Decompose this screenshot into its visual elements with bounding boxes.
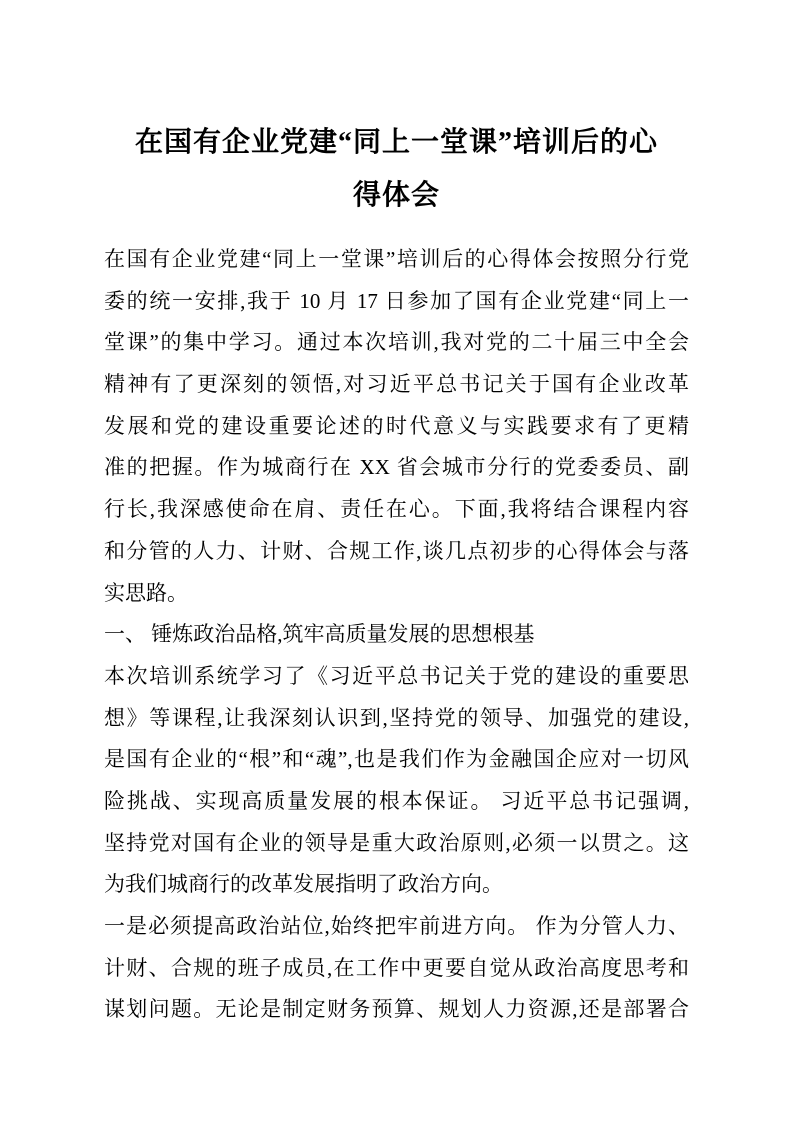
body-text-line: 计财、合规的班子成员,在工作中更要自觉从政治高度思考和 (104, 955, 689, 980)
body-text-line: 行长,我深感使命在肩、责任在心。下面,我将结合课程内容 (104, 497, 689, 522)
body-text-line: 准的把握。作为城商行在 XX 省会城市分行的党委委员、副 (104, 455, 689, 480)
body-text-line: 本次培训系统学习了《习近平总书记关于党的建设的重要思 (104, 663, 689, 688)
body-text-line: 堂课”的集中学习。通过本次培训,我对党的二十届三中全会 (104, 330, 689, 355)
body-text-line: 想》等课程,让我深刻认识到,坚持党的领导、加强党的建设, (104, 705, 689, 730)
document-body (104, 239, 689, 1031)
body-text-line: 精神有了更深刻的领悟,对习近平总书记关于国有企业改革 (104, 372, 689, 397)
body-text-line: 委的统一安排,我于 10 月 17 日参加了国有企业党建“同上一 (104, 288, 689, 313)
body-text-line: 一是必须提高政治站位,始终把牢前进方向。 作为分管人力、 (104, 914, 689, 938)
document-title-line-1: 在国有企业党建“同上一堂课”培训后的心 (134, 127, 658, 158)
body-text-line: 和分管的人力、计财、合规工作,谈几点初步的心得体会与落 (104, 538, 689, 563)
body-text-line: 谋划问题。无论是制定财务预算、规划人力资源,还是部署合 (104, 997, 689, 1022)
body-text-line: 坚持党对国有企业的领导是重大政治原则,必须一以贯之。这 (104, 830, 689, 855)
body-text-line: 在国有企业党建“同上一堂课”培训后的心得体会按照分行党 (104, 247, 689, 271)
document-title-line-2: 得体会 (352, 180, 440, 211)
body-text-line: 为我们城商行的改革发展指明了政治方向。 (104, 872, 503, 897)
body-text-line: 险挑战、实现高质量发展的根本保证。 习近平总书记强调, (104, 788, 689, 813)
body-text-line: 是国有企业的“根”和“魂”,也是我们作为金融国企应对一切风 (104, 747, 689, 772)
document-title (0, 116, 793, 222)
body-text-line: 实思路。 (104, 580, 188, 605)
body-text-line: 发展和党的建设重要论述的时代意义与实践要求有了更精 (104, 413, 689, 438)
body-text-line: 一、 锤炼政治品格,筑牢高质量发展的思想根基 (104, 622, 535, 647)
